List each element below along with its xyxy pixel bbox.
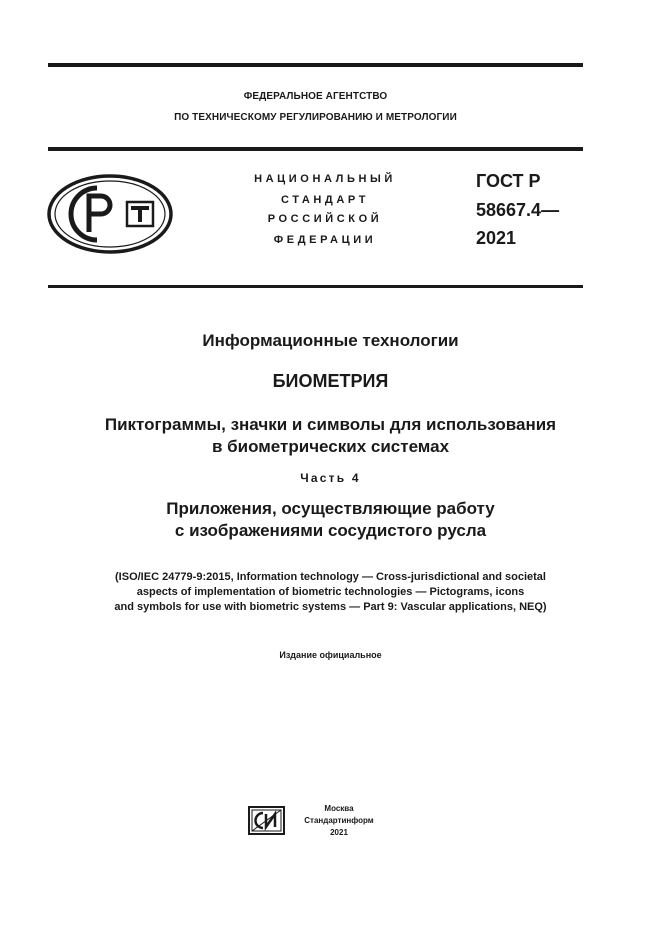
publisher-city: Москва (324, 804, 354, 813)
gost-year: 2021 (476, 228, 517, 248)
rst-certification-logo-icon (47, 174, 173, 254)
part-title (0, 498, 661, 542)
publisher-info (292, 803, 386, 839)
header-divider (48, 147, 583, 151)
subtitle-line-2: в биометрических системах (211, 437, 450, 456)
main-title: БИОМЕТРИЯ (272, 371, 389, 391)
agency-name-line-1: ФЕДЕРАЛЬНОЕ АГЕНТСТВО (243, 91, 388, 102)
standartinform-logo-icon (248, 806, 285, 835)
iso-reference (0, 570, 661, 615)
title-divider (48, 285, 583, 288)
iso-reference-line-2: aspects of implementation of biometric technologies — Pictograms, icons (136, 586, 525, 598)
subtitle-line-1: Пиктограммы, значки и символы для использования (104, 415, 557, 434)
national-standard-line-2: СТАНДАРТ (280, 194, 370, 206)
gost-number: 58667.4— (476, 200, 560, 220)
part-title-line-1: Приложения, осуществляющие работу (166, 499, 495, 518)
agency-name-line-2: ПО ТЕХНИЧЕСКОМУ РЕГУЛИРОВАНИЮ И МЕТРОЛОГИИ (174, 112, 457, 123)
subtitle (0, 414, 661, 458)
general-title: Информационные технологии (202, 331, 459, 350)
part-title-line-2: с изображениями сосудистого русла (174, 521, 487, 540)
publisher-name: Стандартинформ (304, 816, 374, 825)
iso-reference-line-1: (ISO/IEC 24779-9:2015, Information technology — Cross-jurisdictional and societal (115, 571, 546, 583)
edition-label: Издание официальное (279, 650, 382, 660)
iso-reference-line-3: and symbols for use with biometric systems — Part 9: Vascular applications, NEQ) (114, 601, 547, 613)
national-standard-line-1: НАЦИОНАЛЬНЫЙ (254, 173, 396, 185)
gost-label: ГОСТ Р (476, 171, 541, 191)
national-standard-line-4: ФЕДЕРАЦИИ (273, 234, 377, 246)
publisher-year: 2021 (330, 828, 348, 837)
national-standard-line-3: РОССИЙСКОЙ (267, 213, 383, 225)
top-divider (48, 63, 583, 67)
part-label: Часть 4 (300, 471, 361, 485)
